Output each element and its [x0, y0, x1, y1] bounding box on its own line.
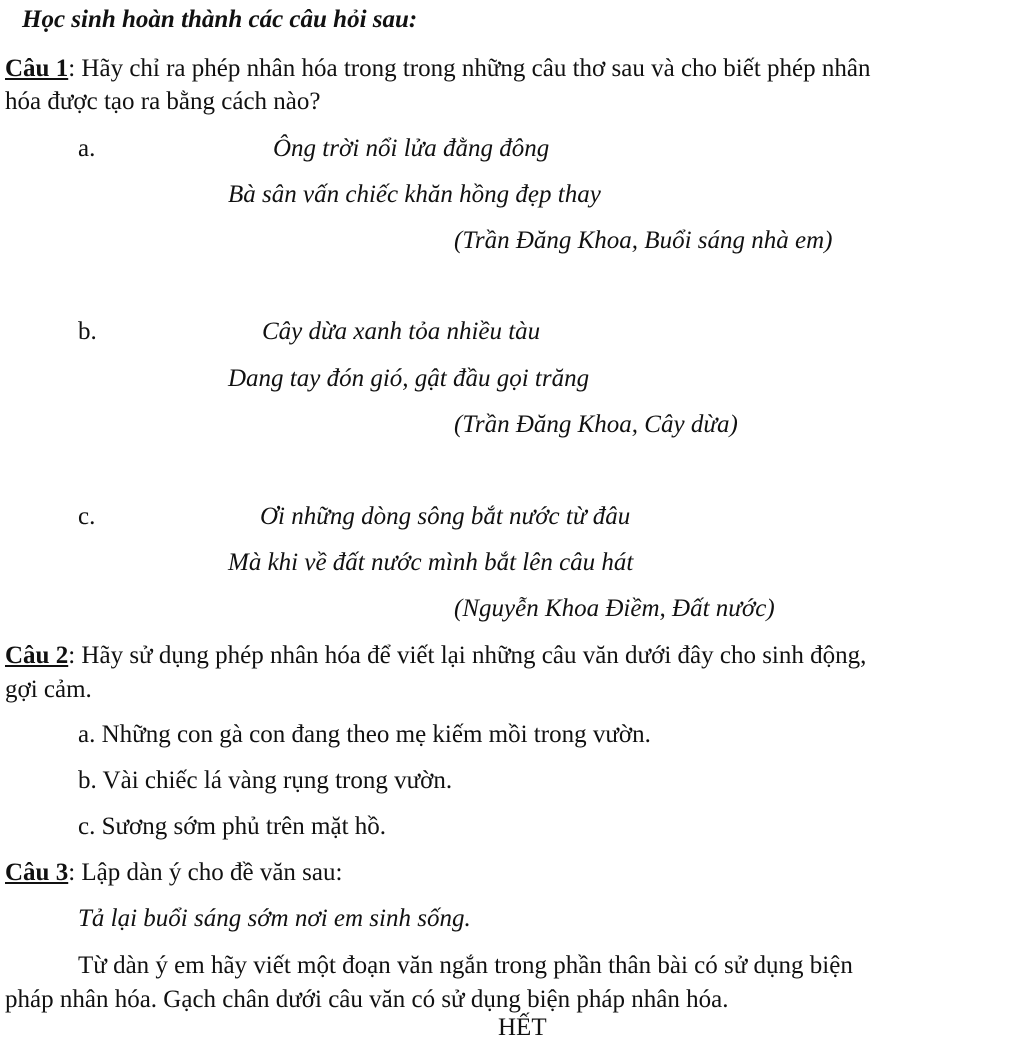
page-heading: Học sinh hoàn thành các câu hỏi sau: — [22, 6, 418, 33]
poem-b-line1: Cây dừa xanh tỏa nhiều tàu — [262, 318, 541, 345]
poem-b-line2: Dang tay đón gió, gật đầu gọi trăng — [228, 365, 590, 392]
question-2-item-b: b. Vài chiếc lá vàng rụng trong vườn. — [78, 767, 453, 794]
poem-c-source: (Nguyễn Khoa Điềm, Đất nước) — [454, 595, 775, 622]
question-1-label: Câu 1 — [5, 55, 69, 82]
poem-a-line1: Ông trời nổi lửa đằng đông — [273, 135, 550, 162]
question-3-prompt: Tả lại buổi sáng sớm nơi em sinh sống. — [78, 905, 471, 932]
poem-b-source: (Trần Đăng Khoa, Cây dừa) — [454, 411, 738, 438]
question-1-line1 — [5, 53, 870, 85]
question-3-label: Câu 3 — [5, 859, 69, 886]
question-3-paragraph-line2: pháp nhân hóa. Gạch chân dưới câu văn có sử dụng biện pháp nhân hóa. — [5, 986, 729, 1013]
poem-c-letter: c. — [78, 503, 96, 530]
question-3-line — [5, 857, 342, 889]
end-marker-text: HẾT — [498, 1014, 547, 1041]
poem-c-line2: Mà khi về đất nước mình bắt lên câu hát — [228, 549, 634, 576]
end-marker-cut — [498, 1014, 554, 1041]
poem-c-line1: Ơi những dòng sông bắt nước từ đâu — [260, 503, 631, 530]
question-2-label: Câu 2 — [5, 642, 69, 669]
poem-a-line2: Bà sân vấn chiếc khăn hồng đẹp thay — [228, 181, 601, 208]
question-2-line1 — [5, 640, 866, 672]
poem-a-source: (Trần Đăng Khoa, Buổi sáng nhà em) — [454, 227, 833, 254]
question-1-text: : Hãy chỉ ra phép nhân hóa trong trong những câu thơ sau và cho biết phép nhân — [68, 55, 871, 82]
question-2-item-c: c. Sương sớm phủ trên mặt hồ. — [78, 813, 387, 840]
question-3-paragraph-line1: Từ dàn ý em hãy viết một đoạn văn ngắn trong phần thân bài có sử dụng biện — [78, 952, 853, 979]
question-3-text: : Lập dàn ý cho đề văn sau: — [68, 859, 343, 886]
poem-b-letter: b. — [78, 318, 97, 345]
question-1-line2: hóa được tạo ra bằng cách nào? — [5, 88, 321, 115]
poem-a-letter: a. — [78, 135, 96, 162]
question-2-text: : Hãy sử dụng phép nhân hóa để viết lại những câu văn dưới đây cho sinh động, — [68, 642, 867, 669]
question-2-item-a: a. Những con gà con đang theo mẹ kiếm mồi trong vườn. — [78, 721, 651, 748]
question-2-line2: gợi cảm. — [5, 676, 92, 703]
